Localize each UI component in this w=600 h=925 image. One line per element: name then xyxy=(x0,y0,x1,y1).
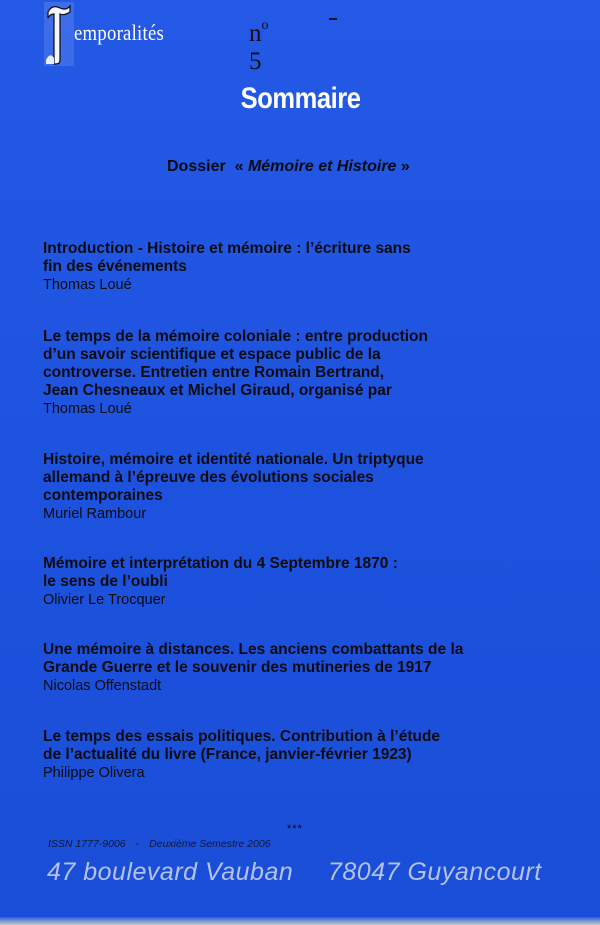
toc-entry xyxy=(43,728,503,782)
entry-title-line: allemand à l’épreuve des évolutions sociales xyxy=(43,469,374,486)
entry-title-line: Le temps des essais politiques. Contribution à l’étude xyxy=(43,728,441,745)
issn: ISSN 1777-9006 xyxy=(48,838,126,850)
publisher-address xyxy=(47,858,542,887)
entry-author: Thomas Loué xyxy=(43,277,132,293)
printer-mark xyxy=(329,18,337,20)
dossier-label: Dossier xyxy=(167,158,226,175)
issue-number: $n^o$ 5 xyxy=(249,18,269,75)
entry-title-line: Grande Guerre et le souvenir des mutineries de 1917 xyxy=(43,659,432,676)
entry-title-line: d’un savoir scientifique et espace public de la xyxy=(43,346,381,363)
entry-title-line: de l’actualité du livre (France, janvier-février 1923) xyxy=(43,746,412,763)
semester: Deuxième Semestre 2006 xyxy=(149,838,271,850)
entry-author: Olivier Le Trocquer xyxy=(43,592,166,608)
toc-entry xyxy=(43,555,503,609)
entry-title-line: Mémoire et interprétation du 4 Septembre 1870 : xyxy=(43,555,398,572)
toc-entry xyxy=(43,240,503,294)
dossier-heading xyxy=(167,158,410,176)
entry-title-line: Jean Chesneaux et Michel Giraud, organisé par xyxy=(43,382,392,399)
entry-author: Nicolas Offenstadt xyxy=(43,678,162,694)
toc-entry xyxy=(43,451,503,523)
entry-title-line: Histoire, mémoire et identité nationale. Un triptyque xyxy=(43,451,424,468)
quote-open: « xyxy=(234,158,244,175)
entry-title-line: Une mémoire à distances. Les anciens combattants de la xyxy=(43,641,464,658)
entry-author: Philippe Olivera xyxy=(43,765,145,781)
address-city: 78047 Guyancourt xyxy=(328,858,542,886)
page-title: Sommaire xyxy=(240,82,361,115)
entry-title-line: controverse. Entretien entre Romain Bertrand, xyxy=(43,364,385,381)
journal-logo xyxy=(44,2,284,75)
entry-author: Thomas Loué xyxy=(43,401,132,417)
entry-title-line: Introduction - Histoire et mémoire : l’écriture sans xyxy=(43,240,411,257)
journal-name: emporalités xyxy=(74,20,165,45)
entry-author: Muriel Rambour xyxy=(43,506,147,522)
separator-stars: *** xyxy=(287,823,303,835)
toc-entry xyxy=(43,328,503,418)
toc-entry xyxy=(43,641,503,695)
address-street: 47 boulevard Vauban xyxy=(47,858,294,886)
page-edge xyxy=(0,917,600,925)
issn-separator: - xyxy=(135,838,140,850)
entry-title-line: le sens de l’oubli xyxy=(43,573,168,590)
issn-line xyxy=(48,838,271,850)
dossier-title: Mémoire et Histoire xyxy=(247,158,397,175)
entry-title-line: Le temps de la mémoire coloniale : entre production xyxy=(43,328,428,345)
quote-close: » xyxy=(400,158,410,175)
entry-title-line: fin des événements xyxy=(43,258,187,275)
temporalites-t-logo-icon xyxy=(44,2,74,66)
entry-title-line: contemporaines xyxy=(43,487,163,504)
